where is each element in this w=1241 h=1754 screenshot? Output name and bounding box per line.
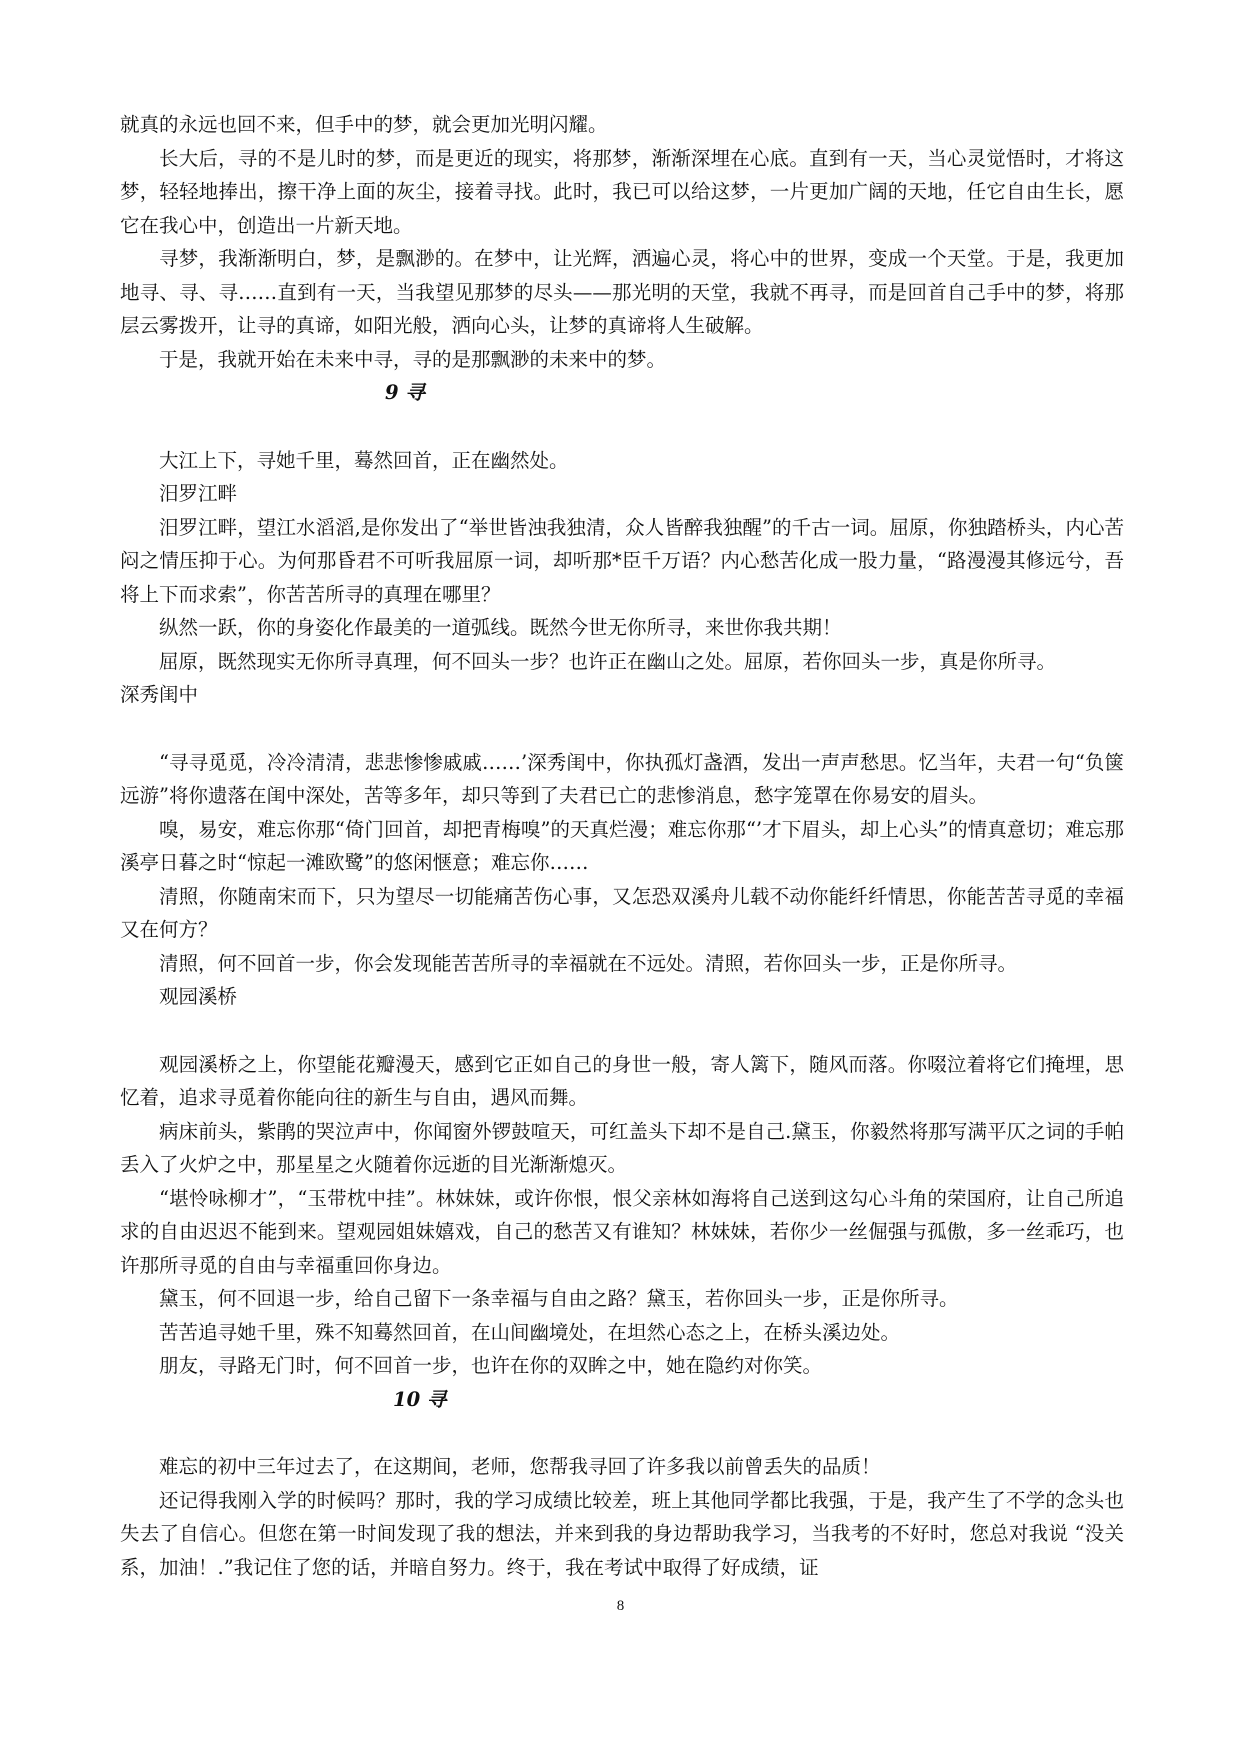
paragraph: 病床前头，紫鹃的哭泣声中，你闻窗外锣鼓喧天，可红盖头下却不是自己.黛玉，你毅然将那写满平仄之词的手帕丢入了火炉之中，那星星之火随着你远逝的目光渐渐熄灭。 [120, 1119, 1124, 1176]
paragraph: 长大后，寻的不是儿时的梦，而是更近的现实，将那梦，渐渐深埋在心底。直到有一天，当心灵觉悟时，才将这梦，轻轻地捧出，擦干净上面的灰尘，接着寻找。此时，我已可以给这梦，一片更加广阔的天地，任它自由生长，愿它在我心中，创造出一片新天地。 [120, 146, 1124, 237]
paragraph: 屈原，既然现实无你所寻真理，何不回头一步？也许正在幽山之处。屈原，若你回头一步，真是你所寻。 [159, 649, 1057, 673]
section-heading: 9 寻 [385, 381, 425, 404]
sub-heading: 汨罗江畔 [159, 482, 238, 505]
paragraph: 难忘的初中三年过去了，在这期间，老师，您帮我寻回了许多我以前曾丢失的品质！ [159, 1455, 881, 1478]
paragraph: 汨罗江畔，望江水滔滔,是你发出了“举世皆浊我独清，众人皆醉我独醒”的千古一词。屈原，你独踏桥头，内心苦闷之情压抑于心。为何那昏君不可听我屈原一词，却听那*臣千万语？内心愁苦化成一股力量，“路漫漫其修远兮，吾将上下而求索”，你苦苦所寻的真理在哪里？ [120, 515, 1124, 606]
paragraph: “堪怜咏柳才”，“玉带枕中挂”。林妹妹，或许你恨，恨父亲林如海将自己送到这勾心斗角的荣国府，让自己所追求的自由迟迟不能到来。望观园姐妹嬉戏，自己的愁苦又有谁知？林妹妹，若你少一丝倔强与孤傲，多一丝乖巧，也许那所寻觅的自由与幸福重回你身边。 [120, 1186, 1124, 1277]
paragraph: 苦苦追寻她千里，殊不知蓦然回首，在山间幽境处，在坦然心态之上，在桥头溪边处。 [159, 1320, 901, 1344]
paragraph: 纵然一跃，你的身姿化作最美的一道弧线。既然今世无你所寻，来世你我共期！ [159, 616, 842, 639]
paragraph: 寻梦，我渐渐明白，梦，是飘渺的。在梦中，让光辉，洒遍心灵，将心中的世界，变成一个天堂。于是，我更加地寻、寻、寻……直到有一天，当我望见那梦的尽头——那光明的天堂，我就不再寻，而是回首自己手中的梦，将那层云雾拨开，让寻的真谛，如阳光般，洒向心头，让梦的真谛将人生破解。 [120, 247, 1124, 337]
paragraph-gap [120, 1416, 1124, 1450]
paragraph: 观园溪桥之上，你望能花瓣漫天，感到它正如自己的身世一般，寄人篱下，随风而落。你啜泣着将它们掩埋，思忆着，追求寻觅着你能向往的新生与自由，遇风而舞。 [120, 1052, 1124, 1109]
paragraph-gap [120, 1014, 1124, 1048]
sub-heading: 深秀闺中 [120, 683, 199, 706]
paragraph: 黛玉，何不回退一步，给自己留下一条幸福与自由之路？黛玉，若你回头一步，正是你所寻。 [159, 1287, 959, 1310]
paragraph-gap [120, 410, 1124, 444]
paragraph: 大江上下，寻她千里，蓦然回首，正在幽然处。 [159, 448, 569, 472]
section-heading: 10 寻 [393, 1387, 447, 1411]
paragraph: 于是，我就开始在未来中寻，寻的是那飘渺的未来中的梦。 [159, 347, 667, 371]
paragraph: 朋友，寻路无门时，何不回首一步，也许在你的双眸之中，她在隐约对你笑。 [159, 1354, 823, 1377]
paragraph: 还记得我刚入学的时候吗？那时，我的学习成绩比较差，班上其他同学都比我强，于是，我产生了不学的念头也失去了自信心。但您在第一时间发现了我的想法，并来到我的身边帮助我学习，当我考的不好时，您总对我说 “没关系，加油！.”我记住了您的话，并暗自努力。终于，我在考试中取得了好成绩，证 [120, 1488, 1124, 1579]
paragraph: 嗅，易安，难忘你那“倚门回首，却把青梅嗅”的天真烂漫；难忘你那“’才下眉头，却上心头”的情真意切；难忘那溪亭日暮之时“惊起一滩欧鹭”的悠闲惬意；难忘你…… [120, 817, 1124, 874]
sub-heading: 观园溪桥 [159, 985, 238, 1008]
paragraph-gap [120, 712, 1124, 746]
paragraph: 清照，何不回首一步，你会发现能苦苦所寻的幸福就在不远处。清照，若你回头一步，正是你所寻。 [159, 951, 1018, 975]
document-body [120, 108, 1124, 1584]
paragraph: 就真的永远也回不来，但手中的梦，就会更加光明闪耀。 [120, 113, 608, 136]
page-number: 8 [616, 1598, 625, 1614]
paragraph: “寻寻觅觅，冷冷清清，悲悲惨惨戚戚……’深秀闺中，你执孤灯盏酒，发出一声声愁思。忆当年，夫君一句“负箧远游”将你遗落在闺中深处，苦等多年，却只等到了夫君已亡的悲惨消息，愁字笼罩在你易安的眉头。 [120, 750, 1124, 807]
paragraph: 清照，你随南宋而下，只为望尽一切能痛苦伤心事，又怎恐双溪舟儿载不动你能纤纤情思，你能苦苦寻觅的幸福又在何方？ [120, 884, 1124, 941]
